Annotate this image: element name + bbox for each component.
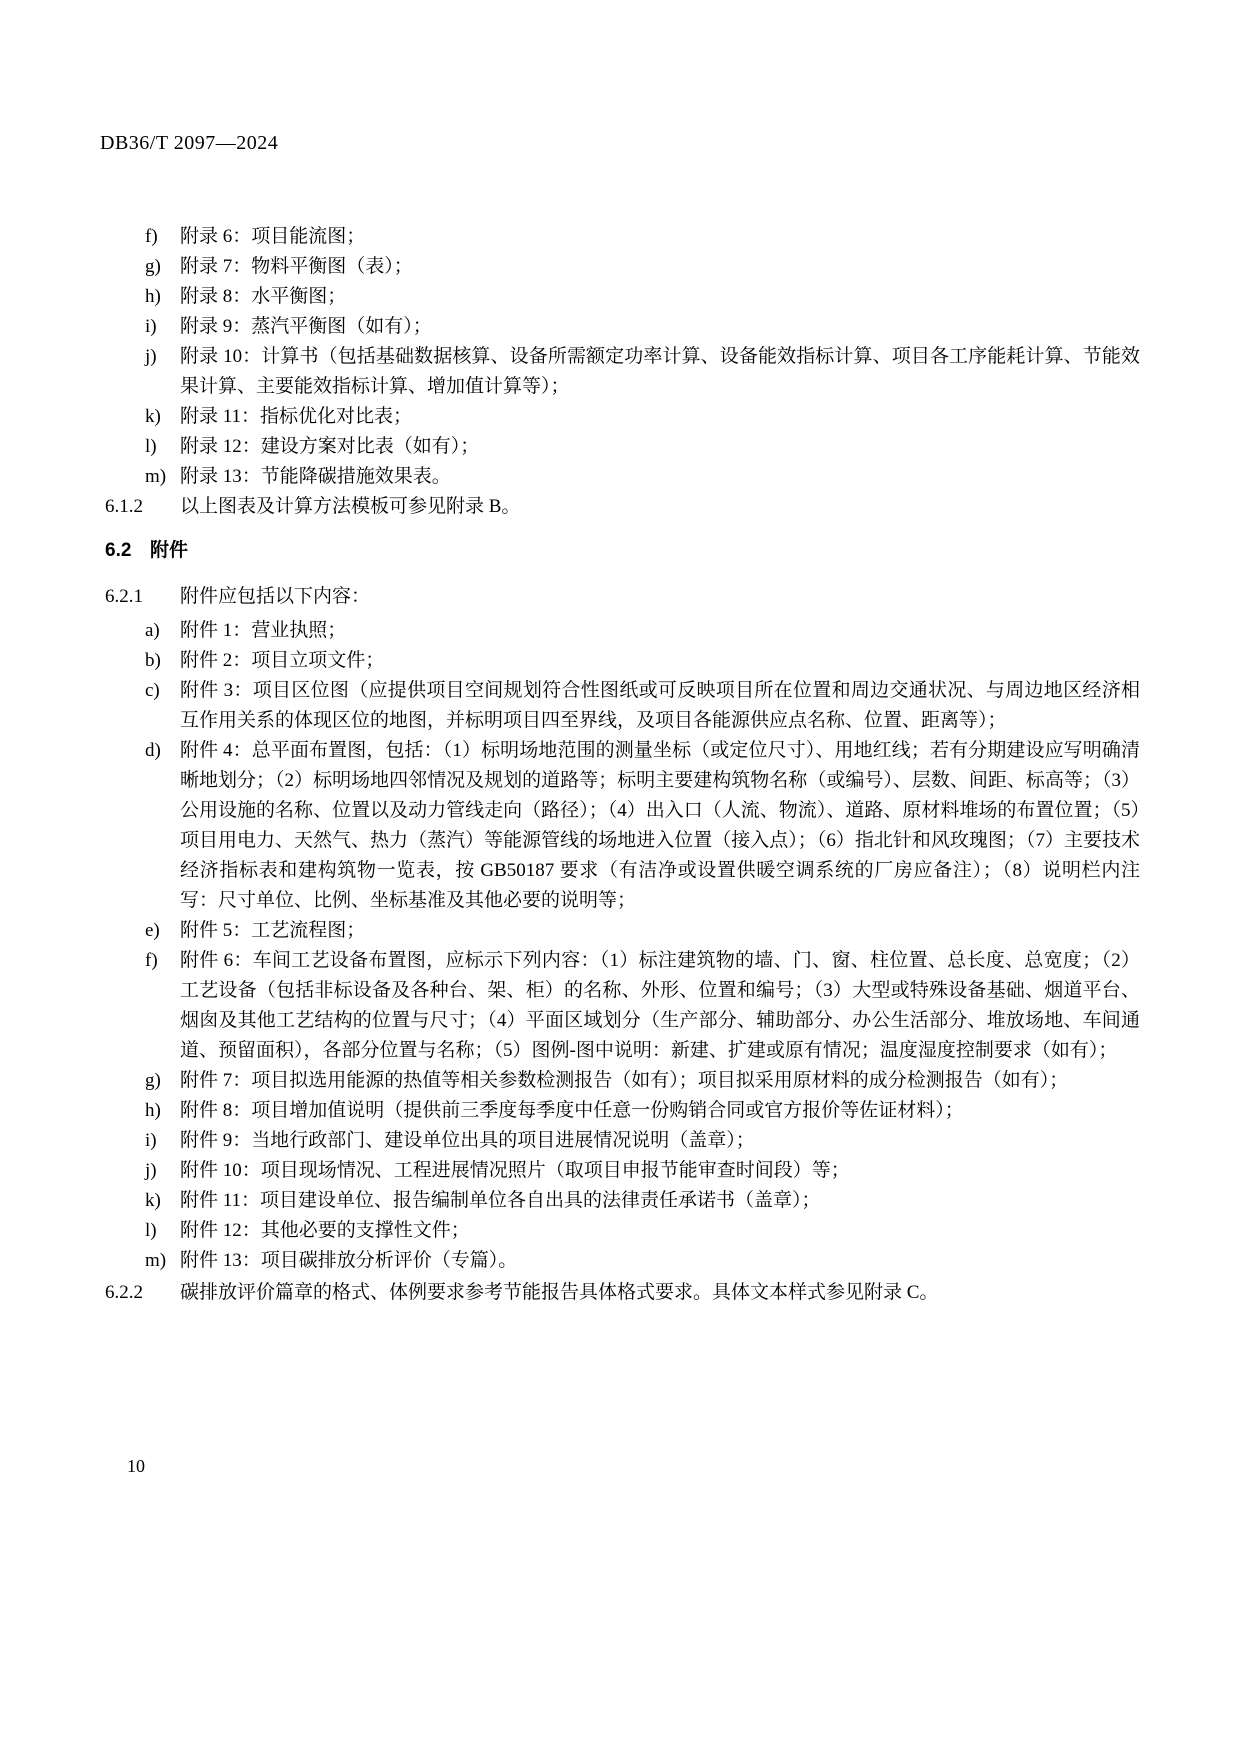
section-text: 附件应包括以下内容：: [180, 586, 371, 607]
list-item: [105, 1156, 1140, 1186]
list-item: [105, 282, 1140, 312]
list-item-text: 附件 9：当地行政部门、建设单位出具的项目进展情况说明（盖章）；: [180, 1130, 755, 1151]
list-item: [105, 1186, 1140, 1216]
list-item: [105, 462, 1140, 492]
list-item-text: 附录 13：节能降碳措施效果表。: [180, 466, 451, 487]
list-item: [105, 1126, 1140, 1156]
section-number: 6.1.2: [105, 496, 143, 517]
section-paragraph: [105, 582, 1140, 612]
list-item: [105, 402, 1140, 432]
list-item-text: 附件 4：总平面布置图，包括：（1）标明场地范围的测量坐标（或定位尺寸）、用地红线；若有分期建设应写明确清晰地划分；（2）标明场地四邻情况及规划的道路等；标明主要建构筑物名称（或编号）、层数、间距、标高等；（3）公用设施的名称、位置以及动力管线走向（路径）；（4）出入口（人流、物流）、道路、原材料堆场的布置位置；（5）项目用电力、天然气、热力（蒸汽）等能源管线的场地进入位置（接入点）；（6）指北针和风玫瑰图；（7）主要技术经济指标表和建构筑物一览表，按 GB50187 要求（有洁净或设置供暖空调系统的厂房应备注）；（8）说明栏内注写：尺寸单位、比例、坐标基准及其他必要的说明等；: [180, 740, 1140, 911]
list-item-label: f): [145, 226, 158, 247]
section-heading-title: 附件: [150, 540, 189, 561]
list-item-text: 附件 2：项目立项文件；: [180, 650, 385, 671]
list-item-label: b): [145, 650, 161, 671]
list-item: [105, 432, 1140, 462]
list-item-label: e): [145, 920, 160, 941]
list-item-text: 附件 10：项目现场情况、工程进展情况照片（取项目申报节能审查时间段）等；: [180, 1160, 850, 1181]
list-item-label: j): [145, 346, 157, 367]
section-paragraph: [105, 492, 1140, 522]
list-item: [105, 1246, 1140, 1276]
list-item-label: g): [145, 256, 161, 277]
section-paragraph: [105, 1278, 1140, 1308]
list-item-label: m): [145, 1250, 167, 1271]
section-text: 以上图表及计算方法模板可参见附录 B。: [180, 496, 521, 517]
list-item: [105, 916, 1140, 946]
section-heading-number: 6.2: [105, 540, 132, 561]
list-item-label: f): [145, 950, 158, 971]
section-text: 碳排放评价篇章的格式、体例要求参考节能报告具体格式要求。具体文本样式参见附录 C。: [180, 1282, 939, 1303]
list-item: [105, 736, 1140, 916]
list-item-label: j): [145, 1160, 157, 1181]
list-item-text: 附录 6：项目能流图；: [180, 226, 366, 247]
list-item: [105, 312, 1140, 342]
list-item-text: 附件 7：项目拟选用能源的热值等相关参数检测报告（如有）；项目拟采用原材料的成分检测报告（如有）；: [180, 1070, 1069, 1091]
page-content: [105, 222, 1140, 1308]
list-item-label: l): [145, 1220, 157, 1241]
list-item-label: k): [145, 1190, 161, 1211]
list-item-text: 附件 11：项目建设单位、报告编制单位各自出具的法律责任承诺书（盖章）；: [180, 1190, 821, 1211]
list-item-label: m): [145, 466, 167, 487]
list-item-text: 附件 6：车间工艺设备布置图，应标示下列内容：（1）标注建筑物的墙、门、窗、柱位置、总长度、总宽度；（2）工艺设备（包括非标设备及各种台、架、柜）的名称、外形、位置和编号；（3）大型或特殊设备基础、烟道平台、烟囱及其他工艺结构的位置与尺寸；（4）平面区域划分（生产部分、辅助部分、办公生活部分、堆放场地、车间通道、预留面积），各部分位置与名称；（5）图例-图中说明：新建、扩建或原有情况；温度湿度控制要求（如有）；: [180, 950, 1140, 1061]
list-item: [105, 222, 1140, 252]
list-item: [105, 676, 1140, 736]
list-item-text: 附录 9：蒸汽平衡图（如有）；: [180, 316, 432, 337]
list-item: [105, 1216, 1140, 1246]
page-number: 10: [127, 1456, 145, 1476]
section-heading: [105, 536, 1140, 566]
list-item-label: d): [145, 740, 161, 761]
list-item-text: 附录 10：计算书（包括基础数据核算、设备所需额定功率计算、设备能效指标计算、项目各工序能耗计算、节能效果计算、主要能效指标计算、增加值计算等）；: [180, 346, 1140, 397]
list-item-text: 附录 7：物料平衡图（表）；: [180, 256, 413, 277]
list-item: [105, 1066, 1140, 1096]
list-item: [105, 616, 1140, 646]
list-item-text: 附件 5：工艺流程图；: [180, 920, 366, 941]
list-item: [105, 1096, 1140, 1126]
list-item-label: i): [145, 316, 157, 337]
list-item-text: 附件 1：营业执照；: [180, 620, 347, 641]
list-item-label: l): [145, 436, 157, 457]
list-item: [105, 342, 1140, 402]
list-item: [105, 646, 1140, 676]
list-item-text: 附录 8：水平衡图；: [180, 286, 347, 307]
section-number: 6.2.2: [105, 1282, 143, 1303]
list-item-text: 附件 12：其他必要的支撑性文件；: [180, 1220, 470, 1241]
list-item: [105, 252, 1140, 282]
list-item-label: g): [145, 1070, 161, 1091]
doc-code: DB36/T 2097—2024: [100, 132, 279, 154]
list-item-text: 附录 12：建设方案对比表（如有）；: [180, 436, 480, 457]
list-item-label: i): [145, 1130, 157, 1151]
list-item: [105, 946, 1140, 1066]
list-item-text: 附件 8：项目增加值说明（提供前三季度每季度中任意一份购销合同或官方报价等佐证材料）；: [180, 1100, 964, 1121]
list-item-text: 附件 13：项目碳排放分析评价（专篇）。: [180, 1250, 518, 1271]
list-item-label: a): [145, 620, 160, 641]
list-item-label: h): [145, 1100, 161, 1121]
section-number: 6.2.1: [105, 586, 143, 607]
list-item-label: k): [145, 406, 161, 427]
list-item-text: 附录 11：指标优化对比表；: [180, 406, 413, 427]
list-item-label: c): [145, 680, 160, 701]
list-item-text: 附件 3：项目区位图（应提供项目空间规划符合性图纸或可反映项目所在位置和周边交通状况、与周边地区经济相互作用关系的体现区位的地图，并标明项目四至界线，及项目各能源供应点名称、位置、距离等）；: [180, 680, 1140, 731]
list-item-label: h): [145, 286, 161, 307]
